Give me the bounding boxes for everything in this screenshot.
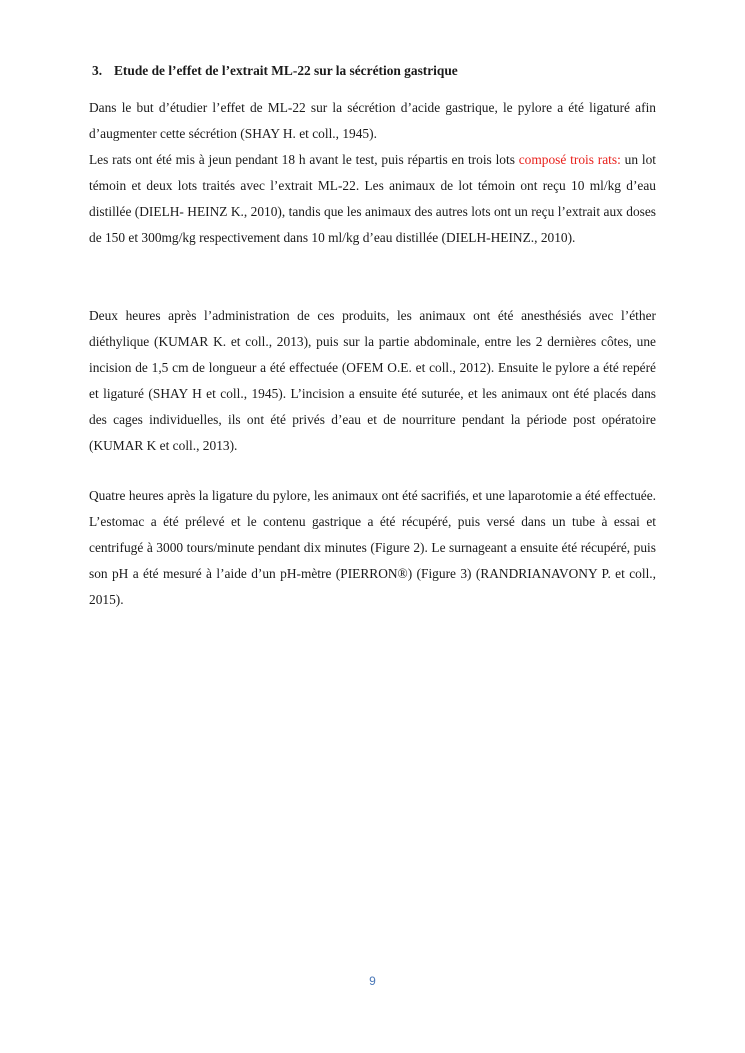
paragraph-2 xyxy=(89,147,656,251)
highlighted-text: composé trois rats: xyxy=(518,152,621,167)
paragraph-2-part-1: Les rats ont été mis à jeun pendant 18 h avant le test, puis répartis en trois lots xyxy=(89,152,519,167)
section-title: Etude de l’effet de l’extrait ML-22 sur la sécrétion gastrique xyxy=(114,63,458,78)
paragraph-4: Quatre heures après la ligature du pylore, les animaux ont été sacrifiés, et une laparotomie a été effectuée. L’estomac a été prélevé et le contenu gastrique a été récupéré, puis versé dans un tube à essai et centrifugé à 3000 tours/minute pendant dix minutes (Figure 2). Le surnageant a ensuite été récupéré, puis son pH a été mesuré à l’aide d’un pH-mètre (PIERRON®) (Figure 3) (RANDRIANAVONY P. et coll., 2015). xyxy=(89,488,656,607)
paragraph-1: Dans le but d’étudier l’effet de ML-22 sur la sécrétion d’acide gastrique, le pylore a été ligaturé afin d’augmenter cette sécrétion (SHAY H. et coll., 1945). xyxy=(89,100,656,141)
paragraph-3: Deux heures après l’administration de ces produits, les animaux ont été anesthésiés avec l’éther diéthylique (KUMAR K. et coll., 2013), puis sur la partie abdominale, entre les 2 dernières côtes, une incision de 1,5 cm de longueur a été effectuée (OFEM O.E. et coll., 2012). Ensuite le pylore a été repéré et ligaturé (SHAY H et coll., 1945). L’incision a ensuite été suturée, et les animaux ont été placés dans des cages individuelles, ils ont été privés d’eau et de nourriture pendant la période post opératoire (KUMAR K et coll., 2013). xyxy=(89,308,656,453)
section-heading xyxy=(92,63,458,79)
paragraph-2-part-2: un lot témoin et deux lots traités avec l’extrait ML-22. Les animaux de lot témoin ont reçu 10 ml/kg d’eau distillée (DIELH- HEINZ K., 2010), tandis que les animaux des autres lots ont un reçu l’extrait aux doses de 150 et 300mg/kg respectivement dans 10 ml/kg d’eau distillée (DIELH-HEINZ., 2010). xyxy=(89,152,656,245)
page-number: 9 xyxy=(369,974,376,988)
section-number: 3. xyxy=(92,63,103,78)
